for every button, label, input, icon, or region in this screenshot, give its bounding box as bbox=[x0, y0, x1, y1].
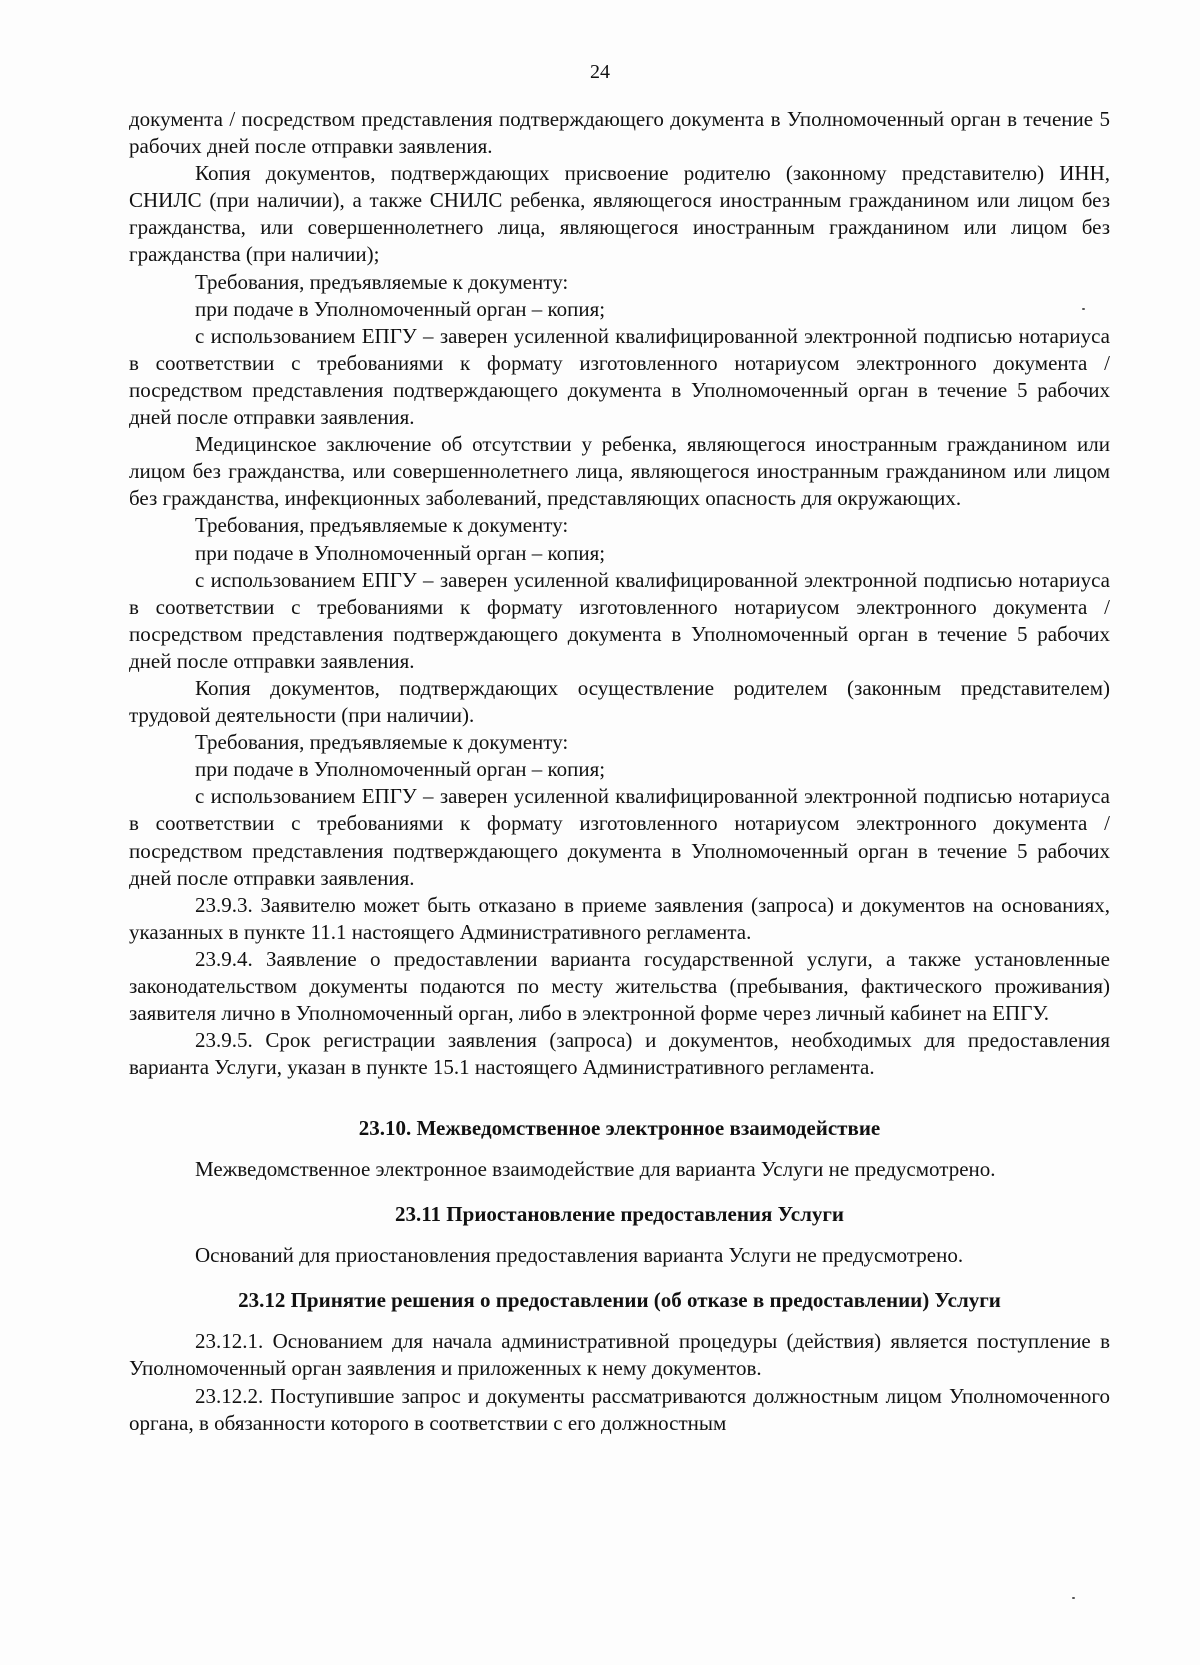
spacer bbox=[129, 1183, 1110, 1200]
paragraph-copy-requirement: при подаче в Уполномоченный орган – копия; bbox=[195, 757, 606, 782]
paragraph-requirements: Требования, предъявляемые к документу: bbox=[195, 730, 569, 755]
scan-speck bbox=[1082, 308, 1085, 310]
paragraph-medical-certificate: Медицинское заключение об отсутствии у ребенка, являющегося иностранным гражданином или лицом без гражданства, или совершеннолетнего лица, являющегося иностранным гражданином или лицом без гражданства, инфекционных заболеваний, представляющих опасность для окружающих. bbox=[129, 432, 1110, 511]
spacer bbox=[129, 1314, 1110, 1328]
spacer bbox=[129, 1228, 1110, 1242]
paragraph-23-9-5: 23.9.5. Срок регистрации заявления (запроса) и документов, необходимых для предоставления варианта Услуги, указан в пункте 15.1 настоящего Административного регламента. bbox=[129, 1028, 1110, 1080]
paragraph-requirements: Требования, предъявляемые к документу: bbox=[195, 513, 569, 538]
paragraph-employment-documents: Копия документов, подтверждающих осуществление родителем (законным представителем) трудовой деятельности (при наличии). bbox=[129, 675, 1110, 728]
paragraph-requirements: Требования, предъявляемые к документу: bbox=[195, 269, 569, 294]
heading-23-11: 23.11 Приостановление предоставления Услуги bbox=[394, 1202, 845, 1227]
paragraph-23-12-1: 23.12.1. Основанием для начала административной процедуры (действия) является поступление в Уполномоченный орган заявления и приложенных к нему документов. bbox=[129, 1329, 1110, 1381]
paragraph-epgu-requirement: с использованием ЕПГУ – заверен усиленной квалифицированной электронной подписью нотариуса в соответствии с требованиями к формату изготовленного нотариусом электронного документа / посредством представления подтверждающего документа в Уполномоченный орган в течение 5 рабочих дней после отправки заявления. bbox=[129, 323, 1110, 430]
paragraph-23-9-4: 23.9.4. Заявление о предоставлении варианта государственной услуги, а также установленные законодательством документы подаются по месту жительства (пребывания, фактического проживания) заявителя лично в Уполномоченный орган, либо в электронной форме через личный кабинет на ЕПГУ. bbox=[129, 946, 1110, 1026]
paragraph-23-9-3: 23.9.3. Заявителю может быть отказано в приеме заявления (запроса) и документов на основаниях, указанных в пункте 11.1 настоящего Административного регламента. bbox=[129, 892, 1110, 944]
spacer bbox=[129, 1269, 1110, 1286]
spacer bbox=[129, 1081, 1110, 1114]
paragraph-epgu-requirement: с использованием ЕПГУ – заверен усиленной квалифицированной электронной подписью нотариуса в соответствии с требованиями к формату изготовленного нотариусом электронного документа / посредством представления подтверждающего документа в Уполномоченный орган в течение 5 рабочих дней после отправки заявления. bbox=[129, 567, 1110, 673]
heading-23-12: 23.12 Принятие решения о предоставлении (об отказе в предоставлении) Услуги bbox=[238, 1288, 1001, 1313]
page-body bbox=[129, 106, 1110, 1437]
paragraph-epgu-requirement: с использованием ЕПГУ – заверен усиленной квалифицированной электронной подписью нотариуса в соответствии с требованиями к формату изготовленного нотариусом электронного документа / посредством представления подтверждающего документа в Уполномоченный орган в течение 5 рабочих дней после отправки заявления. bbox=[129, 784, 1110, 890]
paragraph-continuation: документа / посредством представления подтверждающего документа в Уполномоченный орган в течение 5 рабочих дней после отправки заявления. bbox=[129, 107, 1110, 159]
scan-speck bbox=[1072, 1597, 1075, 1599]
page-number: 24 bbox=[590, 61, 610, 83]
heading-23-10: 23.10. Межведомственное электронное взаимодействие bbox=[358, 1116, 881, 1141]
paragraph-23-11-text: Оснований для приостановления предоставления варианта Услуги не предусмотрено. bbox=[195, 1243, 964, 1268]
paragraph-copy-requirement: при подаче в Уполномоченный орган – копия; bbox=[195, 540, 606, 565]
paragraph-copy-requirement: при подаче в Уполномоченный орган – копия; bbox=[195, 296, 606, 321]
spacer bbox=[129, 1142, 1110, 1156]
paragraph-23-10-text: Межведомственное электронное взаимодействие для варианта Услуги не предусмотрено. bbox=[195, 1157, 996, 1182]
paragraph-inn-snils-copy: Копия документов, подтверждающих присвоение родителю (законному представителю) ИНН, СНИЛС (при наличии), а также СНИЛС ребенка, являющегося иностранным гражданином или лицом без гражданства, или совершеннолетнего лица, являющегося иностранным гражданином или лицом без гражданства (при наличии); bbox=[129, 161, 1110, 267]
paragraph-23-12-2: 23.12.2. Поступившие запрос и документы рассматриваются должностным лицом Уполномоченного органа, в обязанности которого в соответствии с его должностным bbox=[129, 1383, 1110, 1435]
